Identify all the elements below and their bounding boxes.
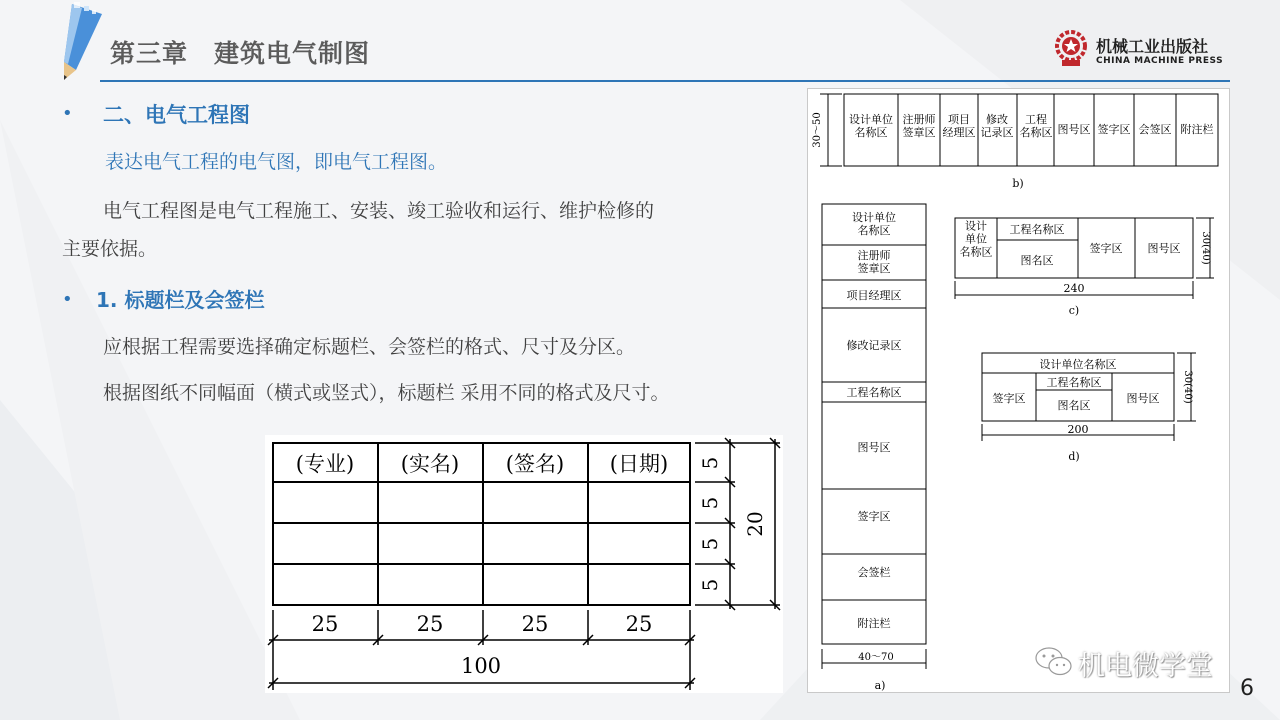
a-registered-seal: 注册师签章区 — [857, 249, 891, 275]
c-drawing-name: 图名区 — [1020, 254, 1054, 267]
subsection-title: 1. 标题栏及会签栏 — [96, 288, 265, 312]
a-notes: 附注栏 — [857, 617, 891, 630]
publisher-name-en: CHINA MACHINE PRESS — [1096, 56, 1224, 66]
d-width-dim: 200 — [1067, 423, 1089, 436]
a-design-unit: 设计单位名称区 — [852, 211, 896, 237]
c-design-unit: 设计单位名称区 — [959, 219, 993, 259]
table-header-date: (日期) — [609, 452, 669, 476]
a-width-dim: 40～70 — [858, 652, 894, 663]
row-dim-4: 5 — [698, 578, 722, 592]
table-header-specialty: (专业) — [295, 452, 355, 476]
col-dim-3: 25 — [521, 612, 549, 636]
gear-emblem-icon — [1054, 30, 1088, 68]
a-drawing-no: 图号区 — [857, 441, 891, 454]
b-signature: 签字区 — [1097, 123, 1131, 136]
publisher-logo — [1054, 30, 1234, 72]
c-height-dim: 30(40) — [1200, 231, 1211, 265]
d-caption: d) — [1068, 450, 1080, 463]
a-project-name: 工程名称区 — [846, 386, 902, 399]
page-number: 6 — [1240, 676, 1254, 701]
subsection-paragraph-2: 根据图纸不同幅面（横式或竖式），标题栏 采用不同的格式及尺寸。 — [103, 382, 670, 404]
b-countersign: 会签区 — [1138, 123, 1172, 136]
description-line-2: 主要依据。 — [62, 238, 158, 260]
total-height-dim: 20 — [743, 511, 767, 537]
description-line-1: 电气工程图是电气工程施工、安装、竣工验收和运行、维护检修的 — [103, 200, 655, 222]
row-dim-2: 5 — [698, 496, 722, 510]
d-project-name: 工程名称区 — [1046, 376, 1102, 389]
d-design-unit: 设计单位名称区 — [1039, 358, 1117, 371]
subsection-paragraph-1: 应根据工程需要选择确定标题栏、会签栏的格式、尺寸及分区。 — [103, 336, 636, 358]
c-drawing-no: 图号区 — [1147, 242, 1181, 255]
b-height-dim: 30～50 — [812, 112, 823, 148]
b-caption: b) — [1012, 177, 1024, 190]
d-drawing-no: 图号区 — [1126, 392, 1160, 405]
b-revision-record: 修改记录区 — [980, 113, 1014, 139]
c-caption: c) — [1068, 304, 1080, 317]
b-design-unit: 设计单位名称区 — [849, 113, 893, 139]
bullet-icon: • — [62, 103, 73, 124]
publisher-name-cn: 机械工业出版社 — [1096, 37, 1209, 56]
watermark-text: 机电微学堂 — [1078, 651, 1213, 682]
c-width-dim: 240 — [1063, 282, 1085, 295]
b-project-name: 工程名称区 — [1019, 113, 1053, 139]
countersign-table-figure — [265, 435, 783, 693]
row-dim-3: 5 — [698, 537, 722, 551]
a-signature: 签字区 — [857, 510, 891, 523]
countersign-table-drawing — [265, 435, 783, 693]
b-registered-seal: 注册师签章区 — [902, 113, 936, 139]
col-dim-1: 25 — [311, 612, 339, 636]
total-width-dim: 100 — [460, 654, 502, 678]
pencil-icon — [58, 0, 108, 82]
a-project-manager: 项目经理区 — [846, 289, 902, 302]
watermark — [1034, 642, 1244, 682]
c-signature: 签字区 — [1089, 242, 1123, 255]
b-drawing-no: 图号区 — [1057, 123, 1091, 136]
a-countersign: 会签栏 — [857, 566, 891, 579]
table-header-signature: (签名) — [505, 452, 565, 476]
chapter-title: 第三章 建筑电气制图 — [110, 39, 371, 68]
b-notes: 附注栏 — [1180, 123, 1214, 136]
a-caption: a) — [874, 679, 886, 692]
col-dim-2: 25 — [416, 612, 444, 636]
row-dim-1: 5 — [698, 456, 722, 470]
bullet-icon: • — [62, 289, 73, 310]
col-dim-4: 25 — [625, 612, 653, 636]
wechat-icon — [1034, 644, 1074, 680]
a-revision-record: 修改记录区 — [846, 339, 902, 352]
d-drawing-name: 图名区 — [1057, 399, 1091, 412]
section-title: 二、电气工程图 — [103, 103, 250, 127]
definition-text: 表达电气工程的电气图，即电气工程图。 — [105, 151, 448, 173]
b-project-manager: 项目经理区 — [942, 113, 976, 139]
table-header-real-name: (实名) — [400, 452, 460, 476]
title-block-drawing — [808, 89, 1229, 692]
d-height-dim: 30(40) — [1182, 370, 1193, 404]
header-divider — [100, 80, 1230, 82]
title-block-figure — [807, 88, 1230, 693]
c-project-name: 工程名称区 — [1009, 223, 1065, 236]
d-signature: 签字区 — [992, 392, 1026, 405]
